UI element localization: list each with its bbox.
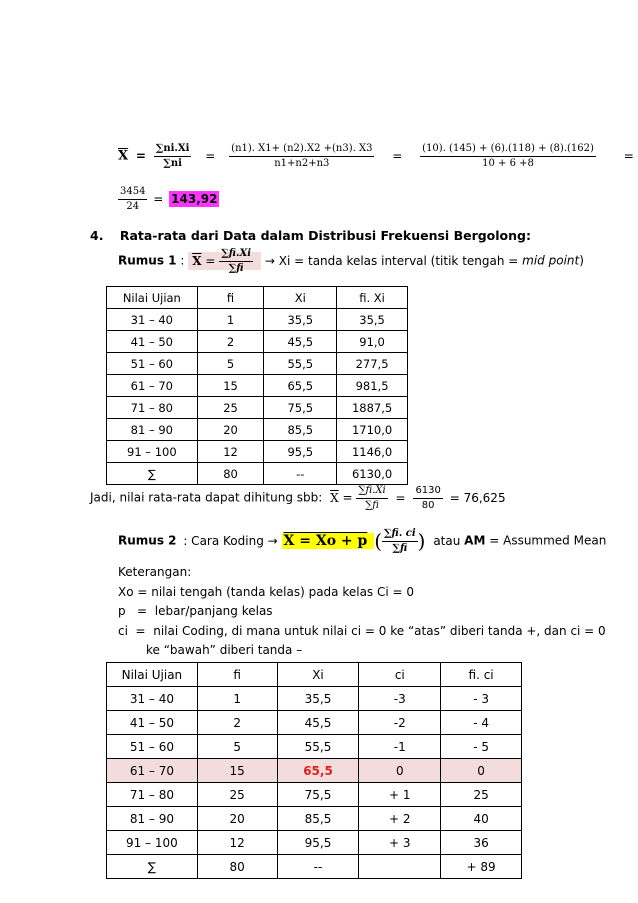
- table-header-row: [107, 663, 522, 687]
- section-heading: [90, 228, 531, 243]
- header-xi: Xi: [277, 663, 359, 687]
- table-cell: + 1: [359, 783, 441, 807]
- fraction-numerator: ∑fi.Xi: [219, 248, 253, 262]
- mid-point-text: mid point: [522, 253, 580, 268]
- frequency-table-1: [106, 286, 408, 485]
- table-cell: 6130,0: [337, 463, 408, 485]
- table-cell: 1: [197, 687, 277, 711]
- fraction-denominator: 10 + 6 +8: [482, 157, 534, 169]
- conclusion-text: Jadi, nilai rata-rata dapat dihitung sbb:: [90, 490, 323, 505]
- table-cell: 80: [197, 463, 264, 485]
- fraction-denominator: n1+n2+n3: [274, 157, 330, 169]
- table-cell: 91 – 100: [107, 831, 198, 855]
- table-cell: 65,5: [264, 375, 337, 397]
- table-row: [107, 419, 408, 441]
- table-row: [107, 397, 408, 419]
- am-description: = Assummed Mean: [489, 533, 607, 548]
- table-row: [107, 463, 408, 485]
- header-nilai-ujian: Nilai Ujian: [107, 287, 198, 309]
- fraction-numeric-expansion: [420, 143, 596, 169]
- table-cell: 55,5: [264, 353, 337, 375]
- fraction-denominator: 80: [421, 499, 435, 511]
- table-cell: ∑: [107, 463, 198, 485]
- frequency-table-2: [106, 662, 522, 879]
- rumus2-formula-highlight: [282, 533, 375, 549]
- table-cell: 61 – 70: [107, 759, 198, 783]
- fraction-denominator: ∑ni: [163, 157, 182, 169]
- keterangan-p: p = lebar/panjang kelas: [118, 604, 273, 618]
- table-row: [107, 735, 522, 759]
- keterangan-xo: Xo = nilai tengah (tanda kelas) pada kelas Ci = 0: [118, 584, 415, 599]
- table-cell: 91 – 100: [107, 441, 198, 463]
- conclusion-line: [90, 485, 506, 511]
- fraction-denominator: ∑fi: [392, 542, 408, 554]
- table-cell: + 3: [359, 831, 441, 855]
- rumus1-desc-end: ): [579, 253, 584, 268]
- fraction-numerator: ∑fi. ci: [382, 528, 418, 542]
- rumus1-fraction: [219, 248, 253, 274]
- table-cell: 71 – 80: [107, 783, 198, 807]
- am-text: AM: [464, 533, 486, 548]
- fraction-numerator: ∑ni.Xi: [154, 143, 192, 157]
- table-row: [107, 309, 408, 331]
- table-cell: 40: [441, 807, 522, 831]
- result-highlight: 143,92: [171, 191, 218, 206]
- conclusion-result: = 76,625: [449, 490, 506, 505]
- equals-sign: =: [395, 490, 406, 505]
- table-cell: + 2: [359, 807, 441, 831]
- equals-sign: =: [135, 148, 146, 163]
- table-cell: 51 – 60: [107, 735, 198, 759]
- close-paren: ): [417, 529, 426, 553]
- table-cell: - 4: [441, 711, 522, 735]
- table-cell: 277,5: [337, 353, 408, 375]
- equals-sign: =: [205, 148, 216, 163]
- equals-sign: =: [392, 148, 403, 163]
- table-cell: 12: [197, 831, 277, 855]
- table-cell: 5: [197, 735, 277, 759]
- table-cell: 75,5: [277, 783, 359, 807]
- table-cell: 35,5: [337, 309, 408, 331]
- header-xi: Xi: [264, 287, 337, 309]
- header-ci: ci: [359, 663, 441, 687]
- table-cell: 61 – 70: [107, 375, 198, 397]
- table-cell: 95,5: [264, 441, 337, 463]
- x-bar-symbol: $\overline{X}$: [192, 253, 202, 268]
- table-cell: 91,0: [337, 331, 408, 353]
- fraction-numerator: ∑fi.Xi: [356, 485, 387, 499]
- table-cell: 5: [197, 353, 264, 375]
- table-header-row: [107, 287, 408, 309]
- table-cell: 65,5: [277, 759, 359, 783]
- table-cell: --: [264, 463, 337, 485]
- section-number: 4.: [90, 228, 104, 243]
- table-row: [107, 687, 522, 711]
- conclusion-fraction-symbolic: [356, 485, 387, 511]
- equals-sign: =: [153, 191, 164, 206]
- table-cell: 20: [197, 807, 277, 831]
- equals-sign: =: [623, 148, 634, 163]
- rumus2-label: Rumus 2: [118, 533, 177, 548]
- table-cell: 35,5: [264, 309, 337, 331]
- table-cell: 85,5: [264, 419, 337, 441]
- table-cell: + 89: [441, 855, 522, 879]
- fraction-numerator: 3454: [118, 186, 147, 200]
- header-fi-xi: fi. Xi: [337, 287, 408, 309]
- table-cell: 41 – 50: [107, 711, 198, 735]
- table-cell: 95,5: [277, 831, 359, 855]
- fraction-numerator: (10). (145) + (6).(118) + (8).(162): [420, 143, 596, 157]
- rumus1-line: Rumus 1 : $\overline{X}$ = $\frac{\sum fi.Xi}{\sum fi}$ → Xi = tanda kelas interval (titik tengah = mid point): [118, 248, 584, 274]
- table-cell: -3: [359, 687, 441, 711]
- table-cell: 1146,0: [337, 441, 408, 463]
- table-cell: 85,5: [277, 807, 359, 831]
- table-row: [107, 441, 408, 463]
- fraction-denominator: ∑fi: [228, 262, 244, 274]
- rumus2-line: [118, 528, 606, 554]
- rumus2-fraction: [382, 528, 418, 554]
- rumus1-label: Rumus 1: [118, 253, 177, 268]
- rumus1-formula: [188, 248, 261, 274]
- table-cell: 25: [441, 783, 522, 807]
- table-row: [107, 759, 522, 783]
- fraction-n-expansion: [229, 143, 374, 169]
- keterangan-ci-line1: ci = nilai Coding, di mana untuk nilai ci = 0 ke “atas” diberi tanda +, dan ci = 0: [118, 623, 606, 638]
- table-cell: -1: [359, 735, 441, 759]
- table-cell: 0: [359, 759, 441, 783]
- header-fi: fi: [197, 287, 264, 309]
- header-fi-ci: fi. ci: [441, 663, 522, 687]
- header-fi: fi: [197, 663, 277, 687]
- fraction-denominator: 24: [126, 200, 140, 212]
- table-cell: 1887,5: [337, 397, 408, 419]
- fraction-numerator: 6130: [413, 485, 442, 499]
- table-cell: 71 – 80: [107, 397, 198, 419]
- rumus1-description: → Xi = tanda kelas interval (titik tengah =: [264, 253, 523, 268]
- table-row: [107, 783, 522, 807]
- table-cell: 41 – 50: [107, 331, 198, 353]
- table-cell: 81 – 90: [107, 419, 198, 441]
- atau-text: atau: [433, 533, 461, 548]
- table-cell: 0: [441, 759, 522, 783]
- table-cell: 981,5: [337, 375, 408, 397]
- table-cell: 25: [197, 397, 264, 419]
- table-cell: 51 – 60: [107, 353, 198, 375]
- table-cell: 2: [197, 331, 264, 353]
- fraction-numerator: (n1). X1+ (n2).X2 +(n3). X3: [229, 143, 374, 157]
- table-cell: - 3: [441, 687, 522, 711]
- equals-sign: =: [205, 253, 216, 268]
- table-row: [107, 353, 408, 375]
- mean-formula-top: [118, 143, 634, 169]
- conclusion-fraction-numeric: [413, 485, 442, 511]
- table-row: [107, 711, 522, 735]
- table-cell: 1: [197, 309, 264, 331]
- table-cell: --: [277, 855, 359, 879]
- table-cell: 15: [197, 375, 264, 397]
- table-cell: 35,5: [277, 687, 359, 711]
- open-paren: (: [374, 529, 383, 553]
- table-cell: 31 – 40: [107, 309, 198, 331]
- table-row: [107, 831, 522, 855]
- header-nilai-ujian: Nilai Ujian: [107, 663, 198, 687]
- table-cell: [359, 855, 441, 879]
- rumus2-description: : Cara Koding →: [183, 533, 278, 548]
- keterangan-block: [118, 563, 606, 661]
- fraction-ni-xi: [154, 143, 192, 169]
- keterangan-title: Keterangan:: [118, 565, 192, 579]
- table-cell: 31 – 40: [107, 687, 198, 711]
- table-cell: ∑: [107, 855, 198, 879]
- table-cell: 81 – 90: [107, 807, 198, 831]
- table-row: [107, 855, 522, 879]
- table-row: [107, 807, 522, 831]
- table-cell: 25: [197, 783, 277, 807]
- keterangan-ci-line2: ke “bawah” diberi tanda –: [146, 643, 303, 657]
- table-cell: 45,5: [264, 331, 337, 353]
- equals-sign: =: [342, 490, 353, 505]
- table-cell: 1710,0: [337, 419, 408, 441]
- table-cell: 45,5: [277, 711, 359, 735]
- fraction-result: [118, 186, 147, 212]
- table-cell: - 5: [441, 735, 522, 759]
- table-cell: 55,5: [277, 735, 359, 759]
- mean-result-line: [118, 186, 219, 212]
- table-cell: 75,5: [264, 397, 337, 419]
- table-cell: 20: [197, 419, 264, 441]
- section-title: Rata-rata dari Data dalam Distribusi Frekuensi Bergolong:: [119, 228, 531, 243]
- x-bar-symbol: $\overline{X}$: [118, 148, 129, 164]
- rumus2-formula-main: X = Xo + p: [283, 532, 368, 549]
- fraction-denominator: ∑fi: [365, 499, 379, 511]
- table-cell: 2: [197, 711, 277, 735]
- table-cell: 36: [441, 831, 522, 855]
- table-cell: 12: [197, 441, 264, 463]
- table-row: [107, 375, 408, 397]
- table-cell: -2: [359, 711, 441, 735]
- table-cell: 15: [197, 759, 277, 783]
- table-cell: 80: [197, 855, 277, 879]
- table-row: [107, 331, 408, 353]
- x-bar-symbol: $\overline{X}$: [330, 490, 339, 505]
